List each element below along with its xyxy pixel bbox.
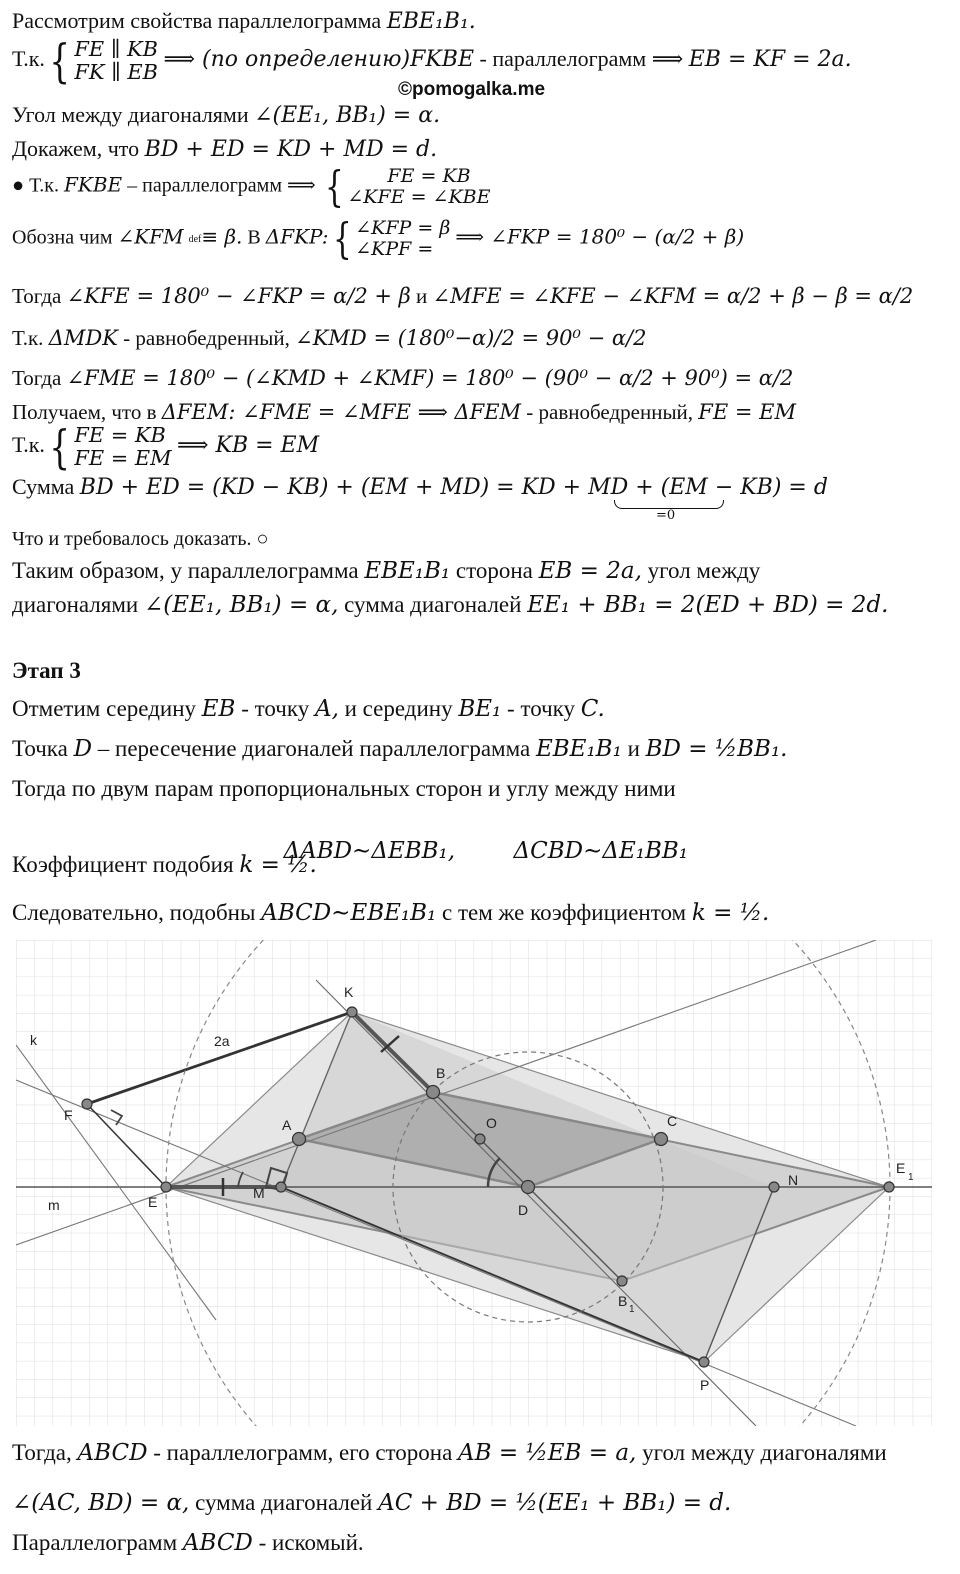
l6-sys-a: ∠KFP = β [355, 217, 451, 240]
l12-text: Сумма [12, 474, 80, 499]
l7-math: ∠KFE = 180⁰ − ∠FKP = α/2 + β [66, 284, 411, 308]
text-line-4 [12, 136, 437, 162]
s1-text: Отметим середину [12, 696, 202, 721]
geometry-diagram [16, 940, 932, 1426]
l7-math2: ∠MFE = ∠KFE − ∠KFM = α/2 + β − β = α/2 [432, 284, 914, 308]
l6-math: ∠KFM [117, 224, 184, 249]
text-line-8 [12, 326, 646, 350]
s1-m3: BE₁ [458, 696, 502, 722]
label-F: F [64, 1107, 73, 1123]
l12-math: BD + ED = (KD − KB) + (EM + MD) = KD + MD + (EM − KB) = d [79, 475, 828, 500]
brace-icon: { [49, 420, 70, 474]
l2-end: EB = KF = 2a. [688, 47, 852, 73]
l6-math2: ΔFKP: [265, 224, 329, 249]
l2-text: - параллелограмм ⟹ [474, 46, 689, 72]
label-D: D [518, 1202, 529, 1218]
s1-t4: - точку [501, 696, 581, 721]
l13-text: Что и требовалось доказать. ○ [12, 528, 269, 550]
text-line-12 [12, 474, 828, 500]
l2-mid: ⟹ (по определению) [163, 47, 411, 73]
l11-sys-a: FE = KB [74, 423, 166, 448]
text-line-6 [12, 214, 745, 263]
s2-t3: и [621, 736, 646, 761]
stage-line-2 [12, 736, 788, 762]
point-E [161, 1182, 171, 1192]
l4-text: Докажем, что [12, 136, 145, 161]
point-M [276, 1182, 286, 1192]
l6-system [355, 218, 450, 260]
l4-math: BD + ED = KD + MD = d. [144, 137, 438, 162]
point-A [293, 1133, 306, 1146]
point-C [655, 1133, 668, 1146]
label-C: C [667, 1113, 678, 1129]
l2-sys-b: FK ∥ EB [74, 60, 158, 85]
label-B1: B [618, 1293, 628, 1309]
s6-math2: k = ½. [691, 900, 770, 926]
l11-res: ⟹ KB = EM [177, 433, 320, 459]
l5-sys-b: ∠KFE = ∠KBE [347, 186, 491, 208]
text-line-5 [12, 162, 491, 211]
label-line-k: k [30, 1032, 37, 1048]
l14-text3: угол между [641, 558, 761, 583]
l10-text2: - равнобедренный, [521, 400, 699, 424]
f3-m1: ABCD [182, 1530, 253, 1556]
brace-icon: { [332, 214, 352, 263]
final-line-3 [12, 1530, 364, 1556]
l10-math2: FE = EM [698, 400, 796, 424]
s6-text2: с тем же коэффициентом [436, 900, 692, 925]
l14-math: EBE₁B₁ [364, 558, 451, 584]
point-K [347, 1007, 357, 1017]
l9-text: Тогда [12, 366, 67, 390]
s4-math: ΔABD∼ΔEBB₁, ΔCBD∼ΔE₁BB₁ [283, 838, 689, 865]
text-line-7 [12, 284, 913, 308]
text-line-9 [12, 366, 793, 390]
label-M: M [253, 1185, 265, 1201]
l6-res: ⟹ ∠FKP = 180⁰ − (α/2 + β) [455, 224, 745, 249]
l3-math: ∠(EE₁, BB₁) = α. [254, 103, 441, 128]
l6-text2: В [242, 226, 266, 249]
final-line-2 [12, 1490, 731, 1516]
l3-text: Угол между диагоналями [12, 102, 255, 127]
stage-line-4 [272, 812, 688, 865]
s5-text: Коэффициент подобия [12, 852, 240, 877]
text-line-15 [12, 592, 888, 618]
f2-t2: сумма диагоналей [189, 1490, 379, 1515]
s2-t2: – пересечение диагоналей параллелограмма [92, 736, 536, 761]
stage-line-5 [12, 852, 317, 878]
text-line-3 [12, 102, 440, 128]
text-line-1 [12, 8, 476, 34]
f3-t2: - искомый. [252, 1530, 364, 1555]
l9-math: ∠FME = 180⁰ − (∠KMD + ∠KMF) = 180⁰ − (90⁰ − α/2 + 90⁰) = α/2 [66, 366, 794, 390]
label-B1-sub: 1 [629, 1304, 635, 1315]
point-D [522, 1181, 535, 1194]
point-O [475, 1134, 485, 1144]
l1-text: Рассмотрим свойства параллелограмма [12, 8, 387, 33]
s6-text: Следовательно, подобны [12, 900, 262, 925]
s2-m1: D [73, 736, 93, 762]
l12-under: =0 [656, 508, 676, 523]
l10-math: ΔFEM: ∠FME = ∠MFE ⟹ ΔFEM [161, 400, 522, 424]
point-P [699, 1357, 709, 1367]
f1-t3: угол между диагоналями [636, 1440, 887, 1465]
l6-sys-b: ∠KPF = [355, 238, 434, 260]
l8-text2: - равнобедренный, [117, 326, 296, 350]
l6-eq: ≡ β. [201, 224, 243, 249]
label-E: E [148, 1194, 158, 1210]
l5-math: FKBE [64, 172, 123, 197]
label-P: P [700, 1377, 710, 1393]
point-N [769, 1182, 779, 1192]
point-B [427, 1086, 440, 1099]
stage-line-1 [12, 696, 605, 722]
s1-t3: и середину [338, 696, 459, 721]
text-line-13 [12, 528, 269, 551]
l11-prefix: Т.к. [12, 432, 45, 458]
l8-text: Т.к. [12, 326, 49, 350]
l14-math2: EB = 2a, [538, 558, 642, 584]
l7-text: Тогда [12, 284, 67, 308]
l6-def: def [188, 233, 202, 245]
l15-text2: сумма диагоналей [338, 592, 528, 617]
f2-m2: AC + BD = ½(EE₁ + BB₁) = d. [378, 1490, 732, 1516]
l5-text: – параллелограмм ⟹ [122, 174, 321, 197]
s1-t2: - точку [235, 696, 315, 721]
final-line-1 [12, 1440, 887, 1466]
stage-heading: Этап 3 [12, 658, 81, 683]
l14-text: Таким образом, у параллелограмма [12, 558, 365, 583]
s1-m1: EB [201, 696, 236, 722]
l8-math2: ∠KMD = (180⁰−α)/2 = 90⁰ − α/2 [295, 326, 647, 350]
l15-math2: EE₁ + BB₁ = 2(ED + BD) = 2d. [527, 592, 889, 618]
f2-m1: ∠(AC, BD) = α, [12, 1490, 190, 1516]
label-B: B [436, 1065, 446, 1081]
s1-m4: C. [580, 696, 605, 722]
l5-bullet: ● Т.к. [12, 174, 65, 197]
label-N: N [788, 1172, 799, 1188]
label-O: O [486, 1115, 497, 1131]
point-F [82, 1099, 92, 1109]
s2-m2: EBE₁B₁ [535, 736, 622, 762]
l2-sys-a: FE ∥ KB [74, 37, 158, 62]
stage-line-3 [12, 776, 676, 802]
l6-text: Обозна чим [12, 226, 118, 249]
l7-text2: и [410, 284, 433, 308]
s6-math: ABCD∼EBE₁B₁ [261, 900, 437, 926]
l11-system [74, 424, 171, 470]
text-line-14 [12, 558, 760, 584]
s1-m2: A, [314, 696, 339, 722]
l2-prefix: Т.к. [12, 46, 45, 72]
f1-m1: ABCD [77, 1440, 148, 1466]
s2-m3: BD = ½BB₁. [645, 736, 788, 762]
label-side-2a: 2a [214, 1033, 230, 1049]
l11-sys-b: FE = EM [74, 446, 172, 471]
f1-t2: - параллелограмм, его сторона [147, 1440, 459, 1465]
label-E1-sub: 1 [908, 1172, 914, 1183]
l2-system [74, 38, 158, 84]
label-A: A [282, 1117, 292, 1133]
s3-text: Тогда по двум парам пропорциональных сторон и углу между ними [12, 776, 676, 801]
label-K: K [344, 984, 354, 1000]
l14-text2: сторона [450, 558, 539, 583]
f3-text: Параллелограмм [12, 1530, 183, 1555]
s2-text: Точка [12, 736, 74, 761]
watermark: ©pomogalka.me [398, 79, 546, 100]
point-B1 [617, 1276, 627, 1286]
l15-math: ∠(EE₁, BB₁) = α, [143, 592, 339, 618]
f1-m2: AB = ½EB = a, [458, 1440, 637, 1466]
l2-math: FKBE [410, 47, 475, 73]
l10-text: Получаем, что в [12, 400, 162, 424]
brace-icon: { [324, 162, 344, 211]
text-line-2 [12, 34, 852, 88]
text-line-10 [12, 400, 796, 424]
s5-math: k = ½. [239, 852, 317, 878]
l1-math: EBE₁B₁. [386, 9, 476, 34]
point-E1 [884, 1182, 894, 1192]
label-E1: E [896, 1160, 906, 1176]
text-line-11 [12, 420, 320, 474]
brace-icon: { [49, 34, 70, 88]
l15-text: диагоналями [12, 592, 144, 617]
l8-math: ΔMDK [48, 326, 118, 350]
label-line-m: m [48, 1197, 60, 1213]
f1-text: Тогда, [12, 1440, 78, 1465]
l5-sys-a: FE = KB [387, 165, 471, 188]
l5-system [347, 166, 490, 208]
stage-line-6 [12, 900, 769, 926]
